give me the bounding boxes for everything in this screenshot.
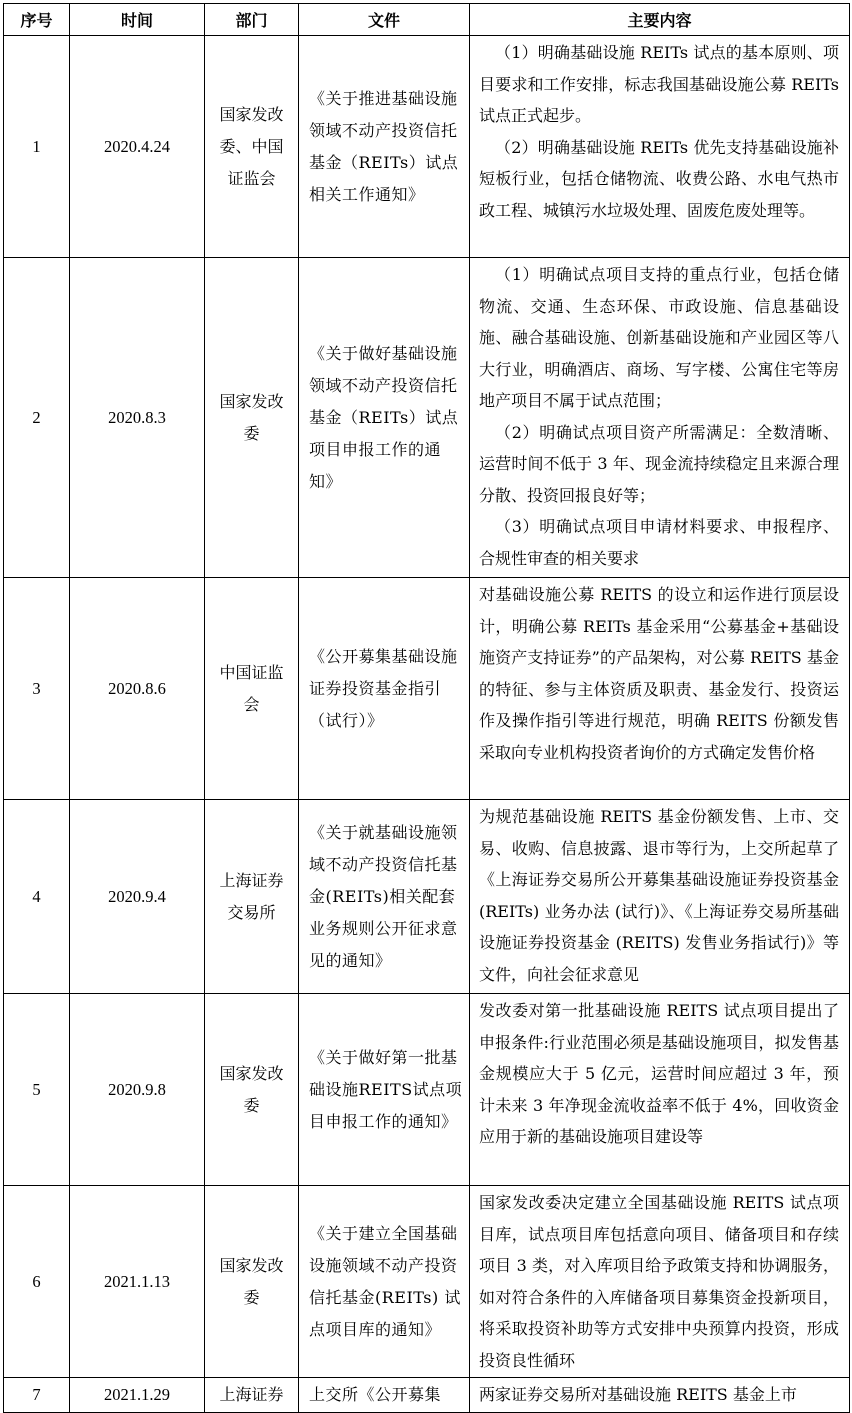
row-department: 国家发改委	[205, 1186, 299, 1378]
header-dept: 部门	[205, 4, 299, 36]
row-document: 上交所《公开募集	[299, 1378, 470, 1413]
table-row	[4, 1378, 850, 1413]
header-doc: 文件	[299, 4, 470, 36]
row-document: 《关于建立全国基础设施领域不动产投资信托基金(REITs) 试点项目库的通知》	[299, 1186, 470, 1378]
content-paragraph: （3）明确试点项目申请材料要求、申报程序、合规性审查的相关要求	[479, 517, 839, 568]
content-paragraph: 两家证券交易所对基础设施 REITS 基金上市	[479, 1385, 797, 1404]
content-paragraph: （1）明确试点项目支持的重点行业，包括仓储物流、交通、生态环保、市政设施、信息基础设施、融合基础设施、创新基础设施和产业园区等八大行业，明确酒店、商场、写字楼、公寓住宅等房地产项目不属于试点范围；	[479, 265, 839, 410]
table-row	[4, 994, 850, 1186]
content-paragraph: （2）明确试点项目资产所需满足：全数清晰、运营时间不低于 3 年、现金流持续稳定且来源合理分散、投资回报良好等；	[479, 422, 839, 505]
content-paragraph: （1）明确基础设施 REITs 试点的基本原则、项目要求和工作安排，标志我国基础设施公募 REITs 试点正式起步。	[479, 43, 839, 125]
row-content	[470, 994, 850, 1186]
header-date: 时间	[70, 4, 205, 36]
row-number: 2	[4, 258, 70, 578]
row-department: 国家发改委	[205, 258, 299, 578]
row-number: 3	[4, 578, 70, 800]
row-date: 2020.9.4	[70, 800, 205, 994]
header-content: 主要内容	[470, 4, 850, 36]
row-number: 5	[4, 994, 70, 1186]
row-content	[470, 800, 850, 994]
row-date: 2020.9.8	[70, 994, 205, 1186]
table-row	[4, 258, 850, 578]
row-department: 国家发改委	[205, 994, 299, 1186]
row-document: 《公开募集基础设施证券投资基金指引（试行）》	[299, 578, 470, 800]
policy-table	[3, 3, 850, 1413]
row-date: 2020.8.6	[70, 578, 205, 800]
row-date: 2020.8.3	[70, 258, 205, 578]
row-content	[470, 258, 850, 578]
row-date: 2020.4.24	[70, 36, 205, 258]
content-paragraph: 为规范基础设施 REITS 基金份额发售、上市、交易、收购、信息披露、退市等行为，上交所起草了《上海证券交易所公开募集基础设施证券投资基金(REITs) 业务办法 (试行)》、《上海证券交易所基础设施证券投资基金 (REITS) 发售业务指试行)》等文件，向社会征求意见	[479, 807, 839, 984]
row-content	[470, 36, 850, 258]
row-number: 7	[4, 1378, 70, 1413]
row-number: 6	[4, 1186, 70, 1378]
content-paragraph: 发改委对第一批基础设施 REITS 试点项目提出了申报条件:行业范围必须是基础设施项目，拟发售基金规模应大于 5 亿元，运营时间应超过 3 年，预计未来 3 年净现金流收益率不低于 4%，回收资金应用于新的基础设施项目建设等	[479, 1001, 839, 1146]
content-paragraph: 对基础设施公募 REITS 的设立和运作进行顶层设计，明确公募 REITs 基金采用“公募基金+基础设施资产支持证券”的产品架构，对公募 REITS 基金的特征、参与主体资质及职责、基金发行、投资运作及操作指引等进行规范，明确 REITS 份额发售采取向专业机构投资者询价的方式确定发售价格	[479, 585, 839, 762]
row-content	[470, 578, 850, 800]
row-department: 上海证券	[205, 1378, 299, 1413]
content-paragraph: （2）明确基础设施 REITs 优先支持基础设施补短板行业，包括仓储物流、收费公路、水电气热市政工程、城镇污水垃圾处理、固废危废处理等。	[479, 137, 839, 220]
row-document: 《关于推进基础设施领域不动产投资信托基金（REITs）试点相关工作通知》	[299, 36, 470, 258]
row-department: 国家发改委、中国证监会	[205, 36, 299, 258]
content-paragraph: 国家发改委决定建立全国基础设施 REITS 试点项目库，试点项目库包括意向项目、储备项目和存续项目 3 类，对入库项目给予政策支持和协调服务，如对符合条件的入库储备项目募集资金投新项目，将采取投资补助等方式安排中央预算内投资，形成投资良性循环	[479, 1193, 839, 1370]
row-document: 《关于就基础设施领域不动产投资信托基金(REITs)相关配套业务规则公开征求意见的通知》	[299, 800, 470, 994]
table-row	[4, 36, 850, 258]
header-no: 序号	[4, 4, 70, 36]
row-document: 《关于做好第一批基础设施REITS试点项目申报工作的通知》	[299, 994, 470, 1186]
row-department: 上海证券交易所	[205, 800, 299, 994]
table-row	[4, 800, 850, 994]
row-content	[470, 1378, 850, 1413]
row-number: 1	[4, 36, 70, 258]
header-row	[4, 4, 850, 36]
row-department: 中国证监会	[205, 578, 299, 800]
row-date: 2021.1.29	[70, 1378, 205, 1413]
row-number: 4	[4, 800, 70, 994]
row-date: 2021.1.13	[70, 1186, 205, 1378]
row-document: 《关于做好基础设施领域不动产投资信托基金（REITs）试点项目申报工作的通知》	[299, 258, 470, 578]
table-row	[4, 578, 850, 800]
row-content	[470, 1186, 850, 1378]
table-row	[4, 1186, 850, 1378]
